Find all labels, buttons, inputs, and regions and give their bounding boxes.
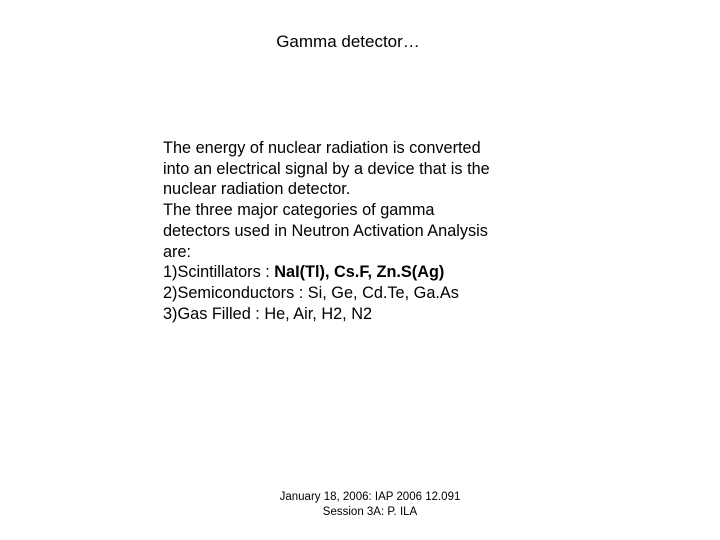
category-scintillators [163,262,593,283]
body-line-3: nuclear radiation detector. [163,180,351,199]
footer-date-course: January 18, 2006: IAP 2006 12.091 [279,491,461,503]
body-line-6: are: [163,242,192,261]
body-line-4: The three major categories of gamma [163,201,435,220]
category-semiconductors: 2)Semiconductors : Si, Ge, Cd.Te, Ga.As [163,283,459,302]
slide-footer [0,490,720,520]
category-gas-filled: 3)Gas Filled : He, Air, H2, N2 [163,304,373,323]
body-line-5: detectors used in Neutron Activation Analysis [163,221,488,240]
slide-title: Gamma detector… [276,32,420,51]
body-line-2: into an electrical signal by a device that is the [163,159,490,178]
category-scintillators-label: 1)Scintillators : [163,263,275,282]
category-scintillators-examples: NaI(Tl), Cs.F, Zn.S(Ag) [274,263,445,282]
slide-body [163,138,593,324]
footer-session: Session 3A: P. ILA [322,506,418,518]
body-line-1: The energy of nuclear radiation is converted [163,139,481,157]
